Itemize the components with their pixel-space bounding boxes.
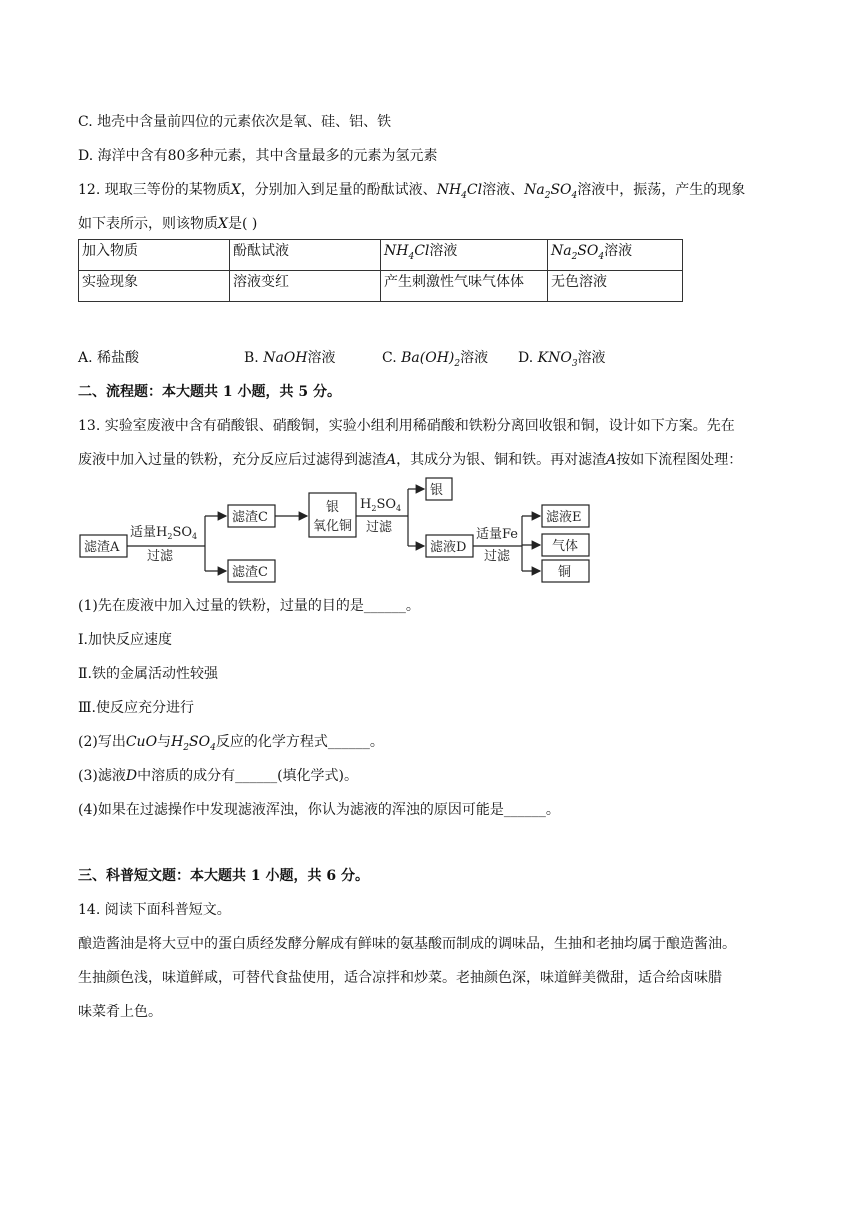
q13-choice-2: Ⅱ.铁的金属活动性较强 bbox=[78, 666, 218, 682]
gas-box: 气体 bbox=[552, 539, 579, 554]
q14-title: 14. 阅读下面科普短文。 bbox=[78, 902, 231, 918]
q12-text: ，分别加入到足量的酚酞试液、 bbox=[240, 182, 437, 198]
q12-text: 是( ) bbox=[227, 216, 258, 232]
q13-part1: (1)先在废液中加入过量的铁粉，过量的目的是______。 bbox=[78, 598, 420, 614]
mixture-cuo: 氧化铜 bbox=[313, 519, 353, 534]
table-cell: 产生刺激性气味气体体 bbox=[381, 271, 548, 302]
silver-box: 银 bbox=[430, 483, 444, 498]
copper-box: 铜 bbox=[558, 565, 572, 580]
formula-na2so4: $Na_2SO_4$ bbox=[524, 182, 578, 201]
q13-choice-1: Ⅰ.加快反应速度 bbox=[78, 632, 172, 648]
step2-filter: 过滤 bbox=[366, 520, 393, 535]
q12-text: 12. 现取三等份的某物质 bbox=[78, 182, 231, 198]
mixture-silver: 银 bbox=[326, 500, 340, 515]
section-heading: 二、流程题：本大题共 1 小题，共 5 分。 bbox=[78, 384, 341, 400]
q12-text: 溶液、 bbox=[482, 182, 525, 198]
q14-paragraph-line: 生抽颜色浅，味道鲜咸，可替代食盐使用，适合凉拌和炒菜。老抽颜色深，味道鲜美微甜，适合给卤味腊 bbox=[78, 970, 722, 986]
table-cell: $Na_2SO_4$溶液 bbox=[548, 240, 683, 271]
table-cell: 酚酞试液 bbox=[230, 240, 381, 271]
residue-c-box: 滤渣C bbox=[232, 510, 268, 525]
q13-stem-line1: 13. 实验室废液中含有硝酸银、硝酸铜，实验小组利用稀硝酸和铁粉分离回收银和铜，设计如下方案。先在 bbox=[78, 418, 735, 434]
table-cell: 实验现象 bbox=[79, 271, 230, 302]
q12-option-d: D. $KNO_3$溶液 bbox=[518, 350, 606, 369]
step1-filter: 过滤 bbox=[147, 549, 174, 564]
step3-reagent: 适量Fe bbox=[476, 527, 519, 542]
var-x: X bbox=[230, 182, 241, 198]
step3-filter: 过滤 bbox=[484, 549, 511, 564]
section-heading: 三、科普短文题：本大题共 1 小题，共 6 分。 bbox=[78, 868, 369, 884]
table-cell: 加入物质 bbox=[79, 240, 230, 271]
filtrate-e-box: 滤液E bbox=[546, 510, 582, 525]
q13-part3: (3)滤液D中溶质的成分有______(填化学式)。 bbox=[78, 768, 359, 784]
residue-c-box: 滤渣C bbox=[232, 565, 268, 580]
residue-a-box: 滤渣A bbox=[84, 540, 120, 555]
table-cell: $NH_4Cl$溶液 bbox=[381, 240, 548, 271]
formula-nh4cl: $NH_4Cl$ bbox=[436, 182, 483, 201]
q12-text: 如下表所示，则该物质 bbox=[78, 216, 218, 232]
q13-part4: (4)如果在过滤操作中发现滤液浑浊，你认为滤液的浑浊的原因可能是______。 bbox=[78, 802, 560, 818]
q14-paragraph-line: 酿造酱油是将大豆中的蛋白质经发酵分解成有鲜味的氨基酸而制成的调味品，生抽和老抽均属于酿造酱油。 bbox=[78, 936, 736, 952]
table-cell: 溶液变红 bbox=[230, 271, 381, 302]
q13-part2: (2)写出CuO与$H_2SO_4$反应的化学方程式______。 bbox=[78, 734, 384, 753]
q12-option-c: C. $Ba(OH)_2$溶液 bbox=[382, 350, 489, 369]
q12-option-b: B. NaOH溶液 bbox=[244, 350, 336, 366]
q11-option-c: C. 地壳中含量前四位的元素依次是氧、硅、铝、铁 bbox=[78, 114, 392, 130]
step1-reagent: 适量$H_2SO_4$ bbox=[130, 525, 198, 541]
table-cell: 无色溶液 bbox=[548, 271, 683, 302]
q13-choice-3: Ⅲ.使反应充分进行 bbox=[78, 700, 194, 716]
q12-option-a: A. 稀盐酸 bbox=[78, 350, 140, 366]
var-x: X bbox=[218, 216, 228, 232]
step2-reagent: $H_2SO_4$ bbox=[360, 497, 402, 513]
q13-stem-line2: 废液中加入过量的铁粉，充分反应后过滤得到滤渣A，其成分为银、铜和铁。再对滤渣A按如下流程图处理： bbox=[78, 452, 743, 468]
q12-text: 溶液中，振荡，产生的现象 bbox=[577, 182, 746, 198]
filtrate-d-box: 滤液D bbox=[430, 540, 467, 555]
q14-paragraph-line: 味菜肴上色。 bbox=[78, 1004, 162, 1020]
q11-option-d: D. 海洋中含有80多种元素，其中含量最多的元素为氢元素 bbox=[78, 148, 438, 164]
